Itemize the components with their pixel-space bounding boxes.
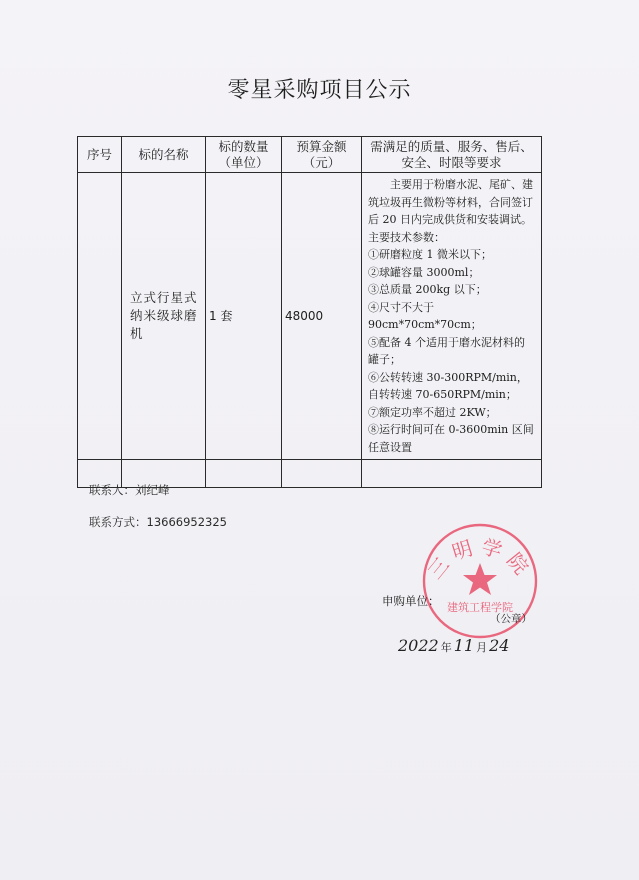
empty-cell: [206, 460, 282, 488]
stamp-note: （公章）: [490, 613, 532, 625]
requirements-intro: 主要用于粉磨水泥、尾矿、建筑垃圾再生微粉等材料，合同签订后 20 日内完成供货和安装调试。主要技术参数：: [368, 178, 533, 244]
cell-requirements: [362, 173, 542, 460]
contact-person: 联系人：刘纪峰: [89, 483, 170, 497]
requirement-item: ③总质量 200kg 以下；: [368, 283, 487, 296]
requirement-item: ⑤配备 4 个适用于磨水泥材料的罐子；: [368, 335, 525, 366]
page-title: 零星采购项目公示: [227, 78, 412, 103]
applicant-label: 申购单位：: [382, 594, 440, 608]
cell-budget: 48000: [282, 173, 362, 460]
empty-cell: [282, 460, 362, 488]
header-requirements: 需满足的质量、服务、售后、 安全、时限等要求: [362, 137, 542, 173]
empty-cell: [362, 460, 542, 488]
cell-quantity: 1 套: [206, 173, 282, 460]
header-index: 序号: [78, 137, 122, 173]
contact-phone: 联系方式：13666952325: [89, 515, 227, 529]
requirement-item: ⑦额定功率不超过 2KW；: [368, 405, 497, 419]
cell-index: [78, 173, 122, 460]
seal-bottom-text: 建筑工程学院: [447, 601, 513, 614]
seal-top-text: 三明学院: [422, 534, 538, 584]
date-year: 2022: [398, 636, 439, 655]
table-header-row: [78, 137, 542, 173]
requirement-item: ④尺寸不大于 90cm*70cm*70cm；: [368, 300, 482, 331]
procurement-table: [77, 136, 542, 488]
seal-star-icon: [463, 563, 497, 595]
requirement-item: ①研磨粒度 1 微米以下；: [368, 248, 492, 261]
header-budget: 预算金额 （元）: [282, 137, 362, 173]
requirement-item: ⑥公转转速 30-300RPM/min，自转转速 70-650RPM/min；: [368, 370, 528, 401]
requirement-item: ⑧运行时间可在 0-3600min 区间任意设置: [368, 423, 534, 454]
requirement-item: ②球罐容量 3000ml；: [368, 265, 480, 279]
signature-date: [398, 636, 509, 655]
header-name: 标的名称: [122, 137, 206, 173]
date-day: 24: [489, 636, 510, 655]
cell-item-name: 立式行星式纳米级球磨机: [122, 173, 206, 460]
header-quantity: 标的数量 （单位）: [206, 137, 282, 173]
date-year-unit: 年: [440, 641, 452, 654]
date-month: 11: [453, 636, 475, 655]
table-row: [78, 173, 542, 460]
date-month-unit: 月: [476, 641, 488, 654]
